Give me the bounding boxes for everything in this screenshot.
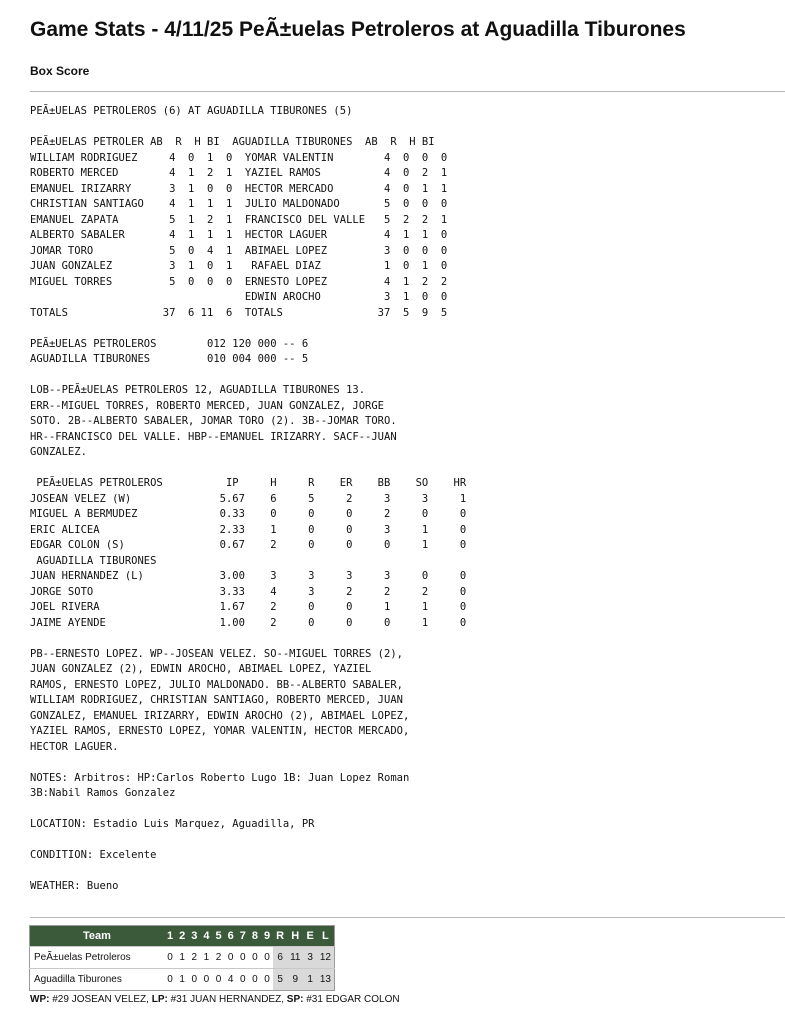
linescore-inning-cell: 0 — [261, 947, 273, 969]
linescore-inning-cell: 0 — [237, 947, 249, 969]
linescore-header-inning: 7 — [237, 926, 249, 947]
linescore-header-inning: 1 — [164, 926, 176, 947]
linescore-inning-cell: 4 — [225, 969, 237, 991]
linescore-header-row — [30, 926, 335, 947]
lp-label: LP: — [151, 994, 168, 1005]
section-title: Box Score — [30, 64, 90, 78]
linescore-inning-cell: 0 — [249, 969, 261, 991]
linescore-header-runs: R — [273, 926, 287, 947]
divider-bottom — [30, 917, 785, 918]
linescore-header-hits: H — [287, 926, 303, 947]
linescore-runs-cell: 6 — [273, 947, 287, 969]
linescore-inning-cell: 2 — [188, 947, 200, 969]
divider-top — [30, 91, 785, 92]
linescore-inning-cell: 1 — [176, 947, 188, 969]
linescore-header-lob: L — [317, 926, 335, 947]
linescore-header-team: Team — [30, 926, 165, 947]
linescore-row-home — [30, 969, 335, 991]
pitchers-of-record: WP: #29 JOSEAN VELEZ, LP: #31 JUAN HERNANDEZ, SP: #31 EDGAR COLON — [30, 994, 400, 1005]
linescore-header-inning: 3 — [188, 926, 200, 947]
page-title: Game Stats - 4/11/25 PeÃ±uelas Petroleros at Aguadilla Tiburones — [30, 18, 686, 41]
linescore-lob-cell: 12 — [317, 947, 335, 969]
linescore-inning-cell: 1 — [176, 969, 188, 991]
wp-label: WP: — [30, 994, 50, 1005]
linescore-header-inning: 9 — [261, 926, 273, 947]
linescore-inning-cell: 0 — [200, 969, 212, 991]
linescore-inning-cell: 0 — [249, 947, 261, 969]
sp-value: #31 EDGAR COLON — [306, 994, 400, 1005]
linescore-errors-cell: 1 — [303, 969, 316, 991]
linescore-inning-cell: 0 — [225, 947, 237, 969]
linescore-inning-cell: 0 — [237, 969, 249, 991]
linescore-inning-cell: 0 — [164, 969, 176, 991]
linescore-team-name: PeÃ±uelas Petroleros — [30, 947, 165, 969]
linescore-header-errors: E — [303, 926, 316, 947]
linescore-hits-cell: 11 — [287, 947, 303, 969]
linescore-inning-cell: 0 — [261, 969, 273, 991]
linescore-inning-cell: 1 — [200, 947, 212, 969]
linescore-header-inning: 2 — [176, 926, 188, 947]
linescore-inning-cell: 0 — [164, 947, 176, 969]
wp-value: #29 JOSEAN VELEZ — [52, 994, 147, 1005]
linescore-inning-cell: 0 — [188, 969, 200, 991]
linescore-runs-cell: 5 — [273, 969, 287, 991]
linescore-inning-cell: 0 — [213, 969, 225, 991]
sp-label: SP: — [286, 994, 304, 1005]
linescore-lob-cell: 13 — [317, 969, 335, 991]
linescore-header-inning: 5 — [213, 926, 225, 947]
linescore-table — [29, 925, 335, 991]
box-score-text: PEÃ±UELAS PETROLEROS (6) AT AGUADILLA TIBURONES (5) PEÃ±UELAS PETROLER AB R H BI AGUADILLA TIBURONES AB R H BI WILLIAM RODRIGUEZ 4 0 1 0 YOMAR VALENTIN 4 0 0 0 ROBERTO MERCED 4 1 2 1 YAZIEL RAMOS 4 0 2 1 EMANUEL IRIZARRY 3 1 0 0 HECTOR MERCADO 4 0 1 1 CHRISTIAN SANTIAGO 4 1 1 1 JULIO MALDONADO 5 0 0 0 EMANUEL ZAPATA 5 1 2 1 FRANCISCO DEL VALLE 5 2 2 1 ALBERTO SABALER 4 1 1 1 HECTOR LAGUER 4 1 1 0 JOMAR TORO 5 0 4 1 ABIMAEL LOPEZ 3 0 0 0 JUAN GONZALEZ 3 1 0 1 RAFAEL DIAZ 1 0 1 0 MIGUEL TORRES 5 0 0 0 ERNESTO LOPEZ 4 1 2 2 EDWIN AROCHO 3 1 0 0 TOTALS 37 6 11 6 TOTALS 37 5 9 5 PEÃ±UELAS PETROLEROS 012 120 000 -- 6 AGUADILLA TIBURONES 010 004 000 -- 5 LOB--PEÃ±UELAS PETROLEROS 12, AGUADILLA TIBURONES 13. ERR--MIGUEL TORRES, ROBERTO MERCED, JUAN GONZALEZ, JORGE SOTO. 2B--ALBERTO SABALER, JOMAR TORO (2). 3B--JOMAR TORO. HR--FRANCISCO DEL VALLE. HBP--EMANUEL IRIZARRY. SACF--JUAN GONZALEZ. PEÃ±UELAS PETROLEROS IP H R ER BB SO HR JOSEAN VELEZ (W) 5.67 6 5 2 3 3 1 MIGUEL A BERMUDEZ 0.33 0 0 0 2 0 0 ERIC ALICEA 2.33 1 0 0 3 1 0 EDGAR COLON (S) 0.67 2 0 0 0 1 0 AGUADILLA TIBURONES JUAN HERNANDEZ (L) 3.00 3 3 3 3 0 0 JORGE SOTO 3.33 4 3 2 2 2 0 JOEL RIVERA 1.67 2 0 0 1 1 0 JAIME AYENDE 1.00 2 0 0 0 1 0 PB--ERNESTO LOPEZ. WP--JOSEAN VELEZ. SO--MIGUEL TORRES (2), JUAN GONZALEZ (2), EDWIN AROCHO, ABIMAEL LOPEZ, YAZIEL RAMOS, ERNESTO LOPEZ, JULIO MALDONADO. BB--ALBERTO SABALER, WILLIAM RODRIGUEZ, CHRISTIAN SANTIAGO, ROBERTO MERCED, JUAN GONZALEZ, EMANUEL IRIZARRY, EDWIN AROCHO (2), ABIMAEL LOPEZ, YAZIEL RAMOS, ERNESTO LOPEZ, YOMAR VALENTIN, HECTOR MERCADO, HECTOR LAGUER. NOTES: Arbitros: HP:Carlos Roberto Lugo 1B: Juan Lopez Roman 3B:Nabil Ramos Gonzalez LOCATION: Estadio Luis Marquez, Aguadilla, PR CONDITION: Excelente WEATHER: Bueno — [30, 105, 467, 892]
linescore-errors-cell: 3 — [303, 947, 316, 969]
linescore-header-inning: 8 — [249, 926, 261, 947]
linescore-hits-cell: 9 — [287, 969, 303, 991]
linescore-header-inning: 6 — [225, 926, 237, 947]
lp-value: #31 JUAN HERNANDEZ — [170, 994, 282, 1005]
linescore-inning-cell: 2 — [213, 947, 225, 969]
linescore-row-away — [30, 947, 335, 969]
linescore-team-name: Aguadilla Tiburones — [30, 969, 165, 991]
linescore-header-inning: 4 — [200, 926, 212, 947]
